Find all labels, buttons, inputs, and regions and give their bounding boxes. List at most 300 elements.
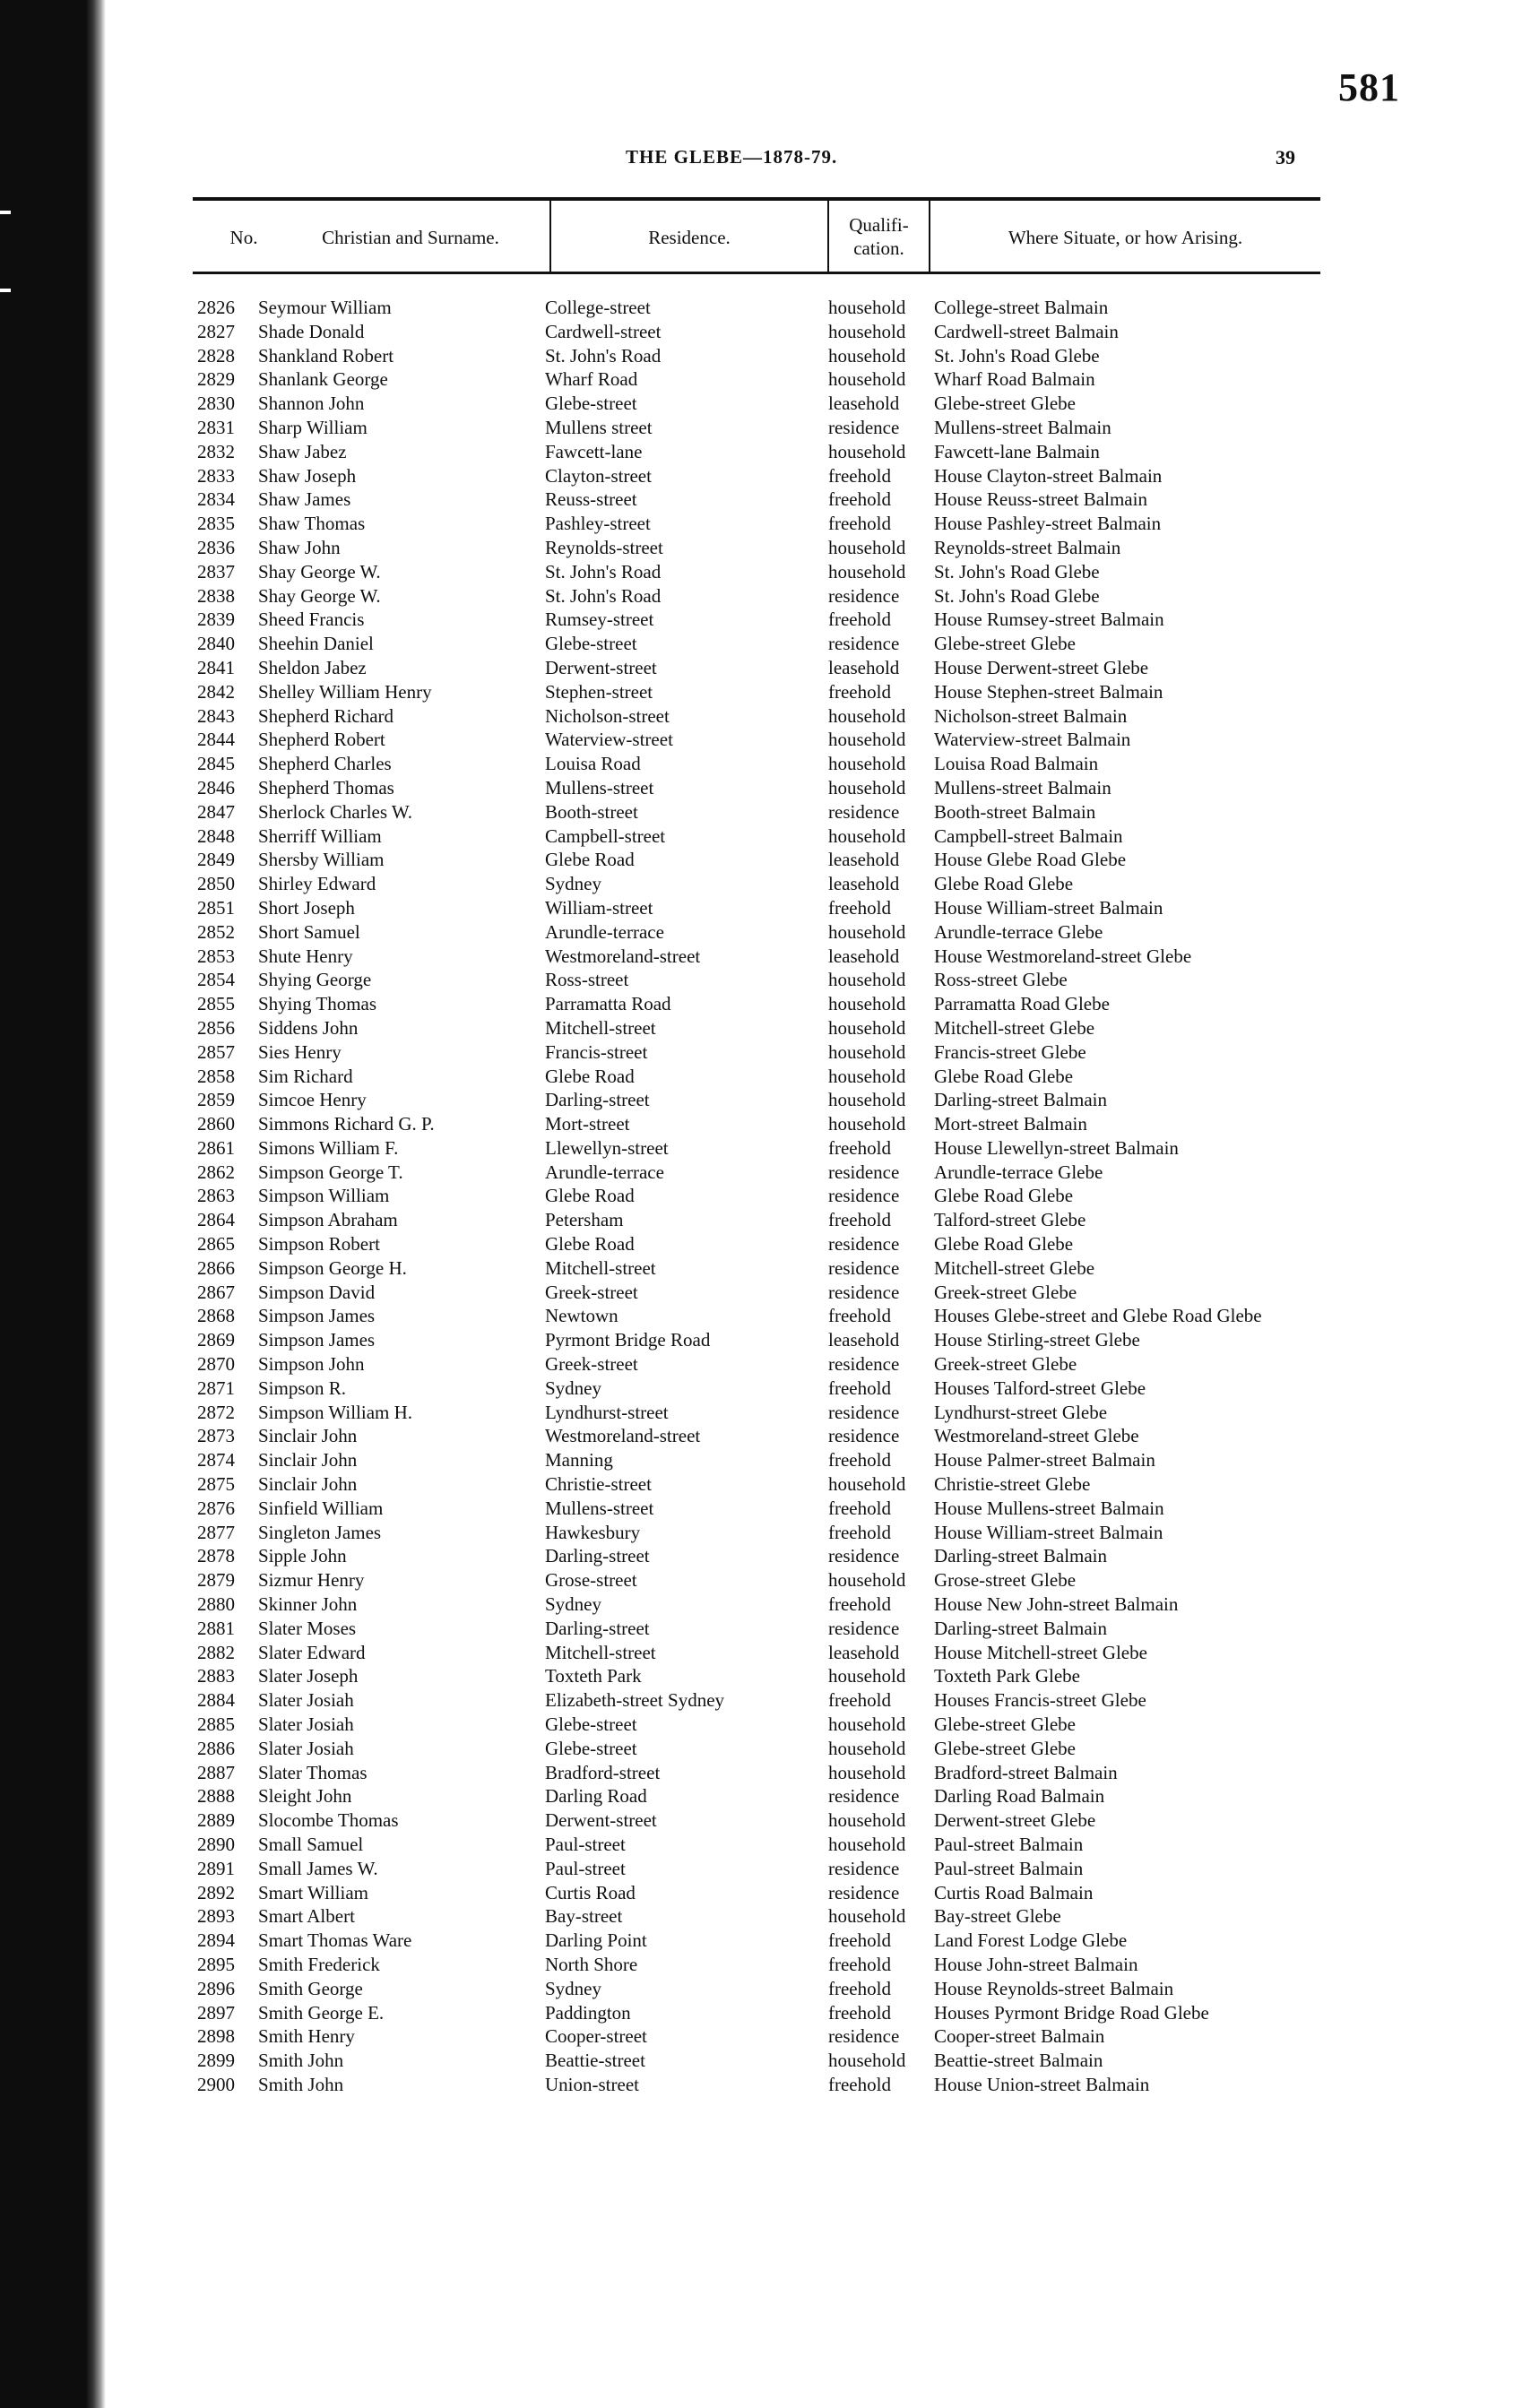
entry-name: Shirley Edward	[258, 873, 376, 895]
running-title: THE GLEBE—1878-79.	[626, 146, 838, 168]
table-row	[106, 1497, 1531, 1521]
entry-residence: Grose-street	[545, 1569, 637, 1592]
entry-qualification: household	[828, 368, 906, 391]
entry-qualification: household	[828, 993, 906, 1015]
entry-qualification: freehold	[828, 1593, 891, 1616]
entry-number: 2847	[197, 800, 235, 823]
entry-where-situate: Paul-street Balmain	[934, 1857, 1084, 1879]
entry-number: 2855	[197, 993, 235, 1015]
entry-number: 2857	[197, 1040, 235, 1063]
table-row	[106, 824, 1531, 849]
entry-where-situate: House Mitchell-street Glebe	[934, 1641, 1147, 1663]
entry-where-situate: Glebe Road Glebe	[934, 1185, 1074, 1207]
entry-residence: Sydney	[545, 873, 601, 895]
entry-qualification: freehold	[828, 1977, 891, 1999]
entry-residence: Mullens-street	[545, 1497, 654, 1519]
entry-qualification: household	[828, 1113, 906, 1135]
table-row	[106, 1761, 1531, 1785]
entry-where-situate: Glebe Road Glebe	[934, 1065, 1074, 1087]
entry-number: 2897	[197, 2001, 235, 2024]
table-row	[106, 1929, 1531, 1953]
entry-residence: Mort-street	[545, 1113, 630, 1135]
entry-name: Smith John	[258, 2073, 344, 2095]
entry-where-situate: Houses Glebe-street and Glebe Road Glebe	[934, 1305, 1262, 1327]
entry-number: 2886	[197, 1737, 235, 1759]
entry-number: 2835	[197, 513, 235, 535]
table-row	[106, 1544, 1531, 1568]
entry-number: 2872	[197, 1401, 235, 1423]
entry-where-situate: Houses Talford-street Glebe	[934, 1377, 1146, 1399]
entry-where-situate: House Clayton-street Balmain	[934, 464, 1163, 487]
entry-residence: Arundle-terrace	[545, 1161, 664, 1183]
entry-name: Shaw Joseph	[258, 464, 357, 487]
entry-where-situate: Glebe-street Glebe	[934, 1713, 1077, 1736]
entry-residence: Glebe Road	[545, 849, 635, 871]
entry-residence: Paul-street	[545, 1857, 626, 1879]
entry-residence: Mullens-street	[545, 776, 654, 798]
entry-name: Simpson William	[258, 1185, 390, 1207]
entry-where-situate: Talford-street Glebe	[934, 1209, 1086, 1231]
entry-where-situate: Greek-street Glebe	[934, 1281, 1077, 1303]
entry-qualification: household	[828, 1040, 906, 1063]
entry-name: Shepherd Robert	[258, 729, 385, 751]
table-row	[106, 1784, 1531, 1808]
entry-where-situate: Louisa Road Balmain	[934, 753, 1099, 775]
table-row	[106, 945, 1531, 969]
table-row	[106, 1808, 1531, 1833]
entry-residence: Darling-street	[545, 1089, 650, 1111]
entry-name: Sipple John	[258, 1545, 347, 1567]
entry-name: Simpson George H.	[258, 1256, 407, 1279]
table-row	[106, 1352, 1531, 1377]
entry-residence: Parramatta Road	[545, 993, 671, 1015]
edge-mark	[0, 289, 11, 292]
entry-name: Sies Henry	[258, 1040, 342, 1063]
entry-residence: Darling-street	[545, 1617, 650, 1639]
header-top-rule	[193, 197, 1320, 201]
entry-residence: Sydney	[545, 1977, 601, 1999]
entry-where-situate: Arundle-terrace Glebe	[934, 1161, 1103, 1183]
entry-residence: St. John's Road	[545, 344, 662, 367]
entry-qualification: residence	[828, 1785, 900, 1808]
entry-name: Slater Josiah	[258, 1737, 354, 1759]
entry-where-situate: Cooper-street Balmain	[934, 2025, 1105, 2048]
entry-residence: Cardwell-street	[545, 320, 662, 342]
entry-number: 2873	[197, 1425, 235, 1447]
entry-residence: Rumsey-street	[545, 608, 654, 631]
entry-where-situate: House Stephen-street Balmain	[934, 680, 1163, 703]
entry-qualification: residence	[828, 1425, 900, 1447]
entry-residence: Derwent-street	[545, 1809, 657, 1832]
entry-qualification: household	[828, 969, 906, 991]
entry-where-situate: St. John's Road Glebe	[934, 584, 1100, 607]
entry-name: Shade Donald	[258, 320, 365, 342]
entry-qualification: freehold	[828, 1136, 891, 1159]
entry-number: 2895	[197, 1953, 235, 1975]
entry-qualification: household	[828, 920, 906, 943]
header-bottom-rule	[193, 272, 1320, 274]
entry-qualification: freehold	[828, 464, 891, 487]
entry-qualification: freehold	[828, 2001, 891, 2024]
entry-qualification: household	[828, 1665, 906, 1687]
table-row	[106, 848, 1531, 872]
entry-qualification: household	[828, 560, 906, 583]
entry-residence: Booth-street	[545, 800, 638, 823]
entry-number: 2836	[197, 536, 235, 558]
entry-where-situate: Cardwell-street Balmain	[934, 320, 1119, 342]
entry-name: Small Samuel	[258, 1834, 364, 1855]
entry-qualification: household	[828, 824, 906, 847]
entry-number: 2898	[197, 2025, 235, 2048]
column-header-no: No.	[229, 227, 258, 248]
entry-where-situate: Waterview-street Balmain	[934, 729, 1131, 751]
entry-residence: St. John's Road	[545, 560, 662, 583]
table-row	[106, 416, 1531, 440]
entry-qualification: household	[828, 753, 906, 775]
entry-where-situate: House Pashley-street Balmain	[934, 513, 1162, 535]
entry-number: 2827	[197, 320, 235, 342]
table-row	[106, 1401, 1531, 1425]
table-row	[106, 992, 1531, 1016]
entry-residence: William-street	[545, 896, 653, 919]
table-row	[106, 2024, 1531, 2049]
entry-name: Shepherd Charles	[258, 753, 392, 775]
entry-name: Shankland Robert	[258, 344, 394, 367]
entry-name: Smith George E.	[258, 2001, 385, 2024]
entry-residence: Hawkesbury	[545, 1521, 641, 1543]
entry-residence: St. John's Road	[545, 584, 662, 607]
entry-where-situate: Land Forest Lodge Glebe	[934, 1929, 1128, 1952]
entry-number: 2880	[197, 1593, 235, 1616]
entry-qualification: household	[828, 704, 906, 727]
entry-where-situate: Glebe Road Glebe	[934, 873, 1074, 895]
entry-where-situate: Francis-street Glebe	[934, 1040, 1086, 1063]
entry-name: Sherlock Charles W.	[258, 800, 413, 823]
entry-where-situate: Mitchell-street Glebe	[934, 1256, 1095, 1279]
table-row	[106, 560, 1531, 584]
entry-where-situate: College-street Balmain	[934, 297, 1109, 318]
entry-number: 2833	[197, 464, 235, 487]
table-row	[106, 1016, 1531, 1040]
entry-qualification: household	[828, 1016, 906, 1039]
entry-number: 2829	[197, 368, 235, 391]
table-row	[106, 344, 1531, 368]
entry-number: 2841	[197, 656, 235, 678]
entry-where-situate: Nicholson-street Balmain	[934, 704, 1128, 727]
entry-where-situate: Darling-street Balmain	[934, 1617, 1108, 1639]
table-row	[106, 1472, 1531, 1497]
entry-where-situate: House Rumsey-street Balmain	[934, 608, 1164, 631]
entry-name: Slater Moses	[258, 1617, 357, 1639]
entry-where-situate: St. John's Road Glebe	[934, 344, 1100, 367]
table-row	[106, 1424, 1531, 1448]
entry-residence: Sydney	[545, 1377, 601, 1399]
entry-residence: Darling-street	[545, 1545, 650, 1567]
entry-qualification: household	[828, 297, 906, 318]
entry-number: 2849	[197, 849, 235, 871]
entry-name: Simpson James	[258, 1305, 376, 1327]
entry-name: Shersby William	[258, 849, 385, 871]
entry-number: 2861	[197, 1136, 235, 1159]
entry-number: 2837	[197, 560, 235, 583]
entry-where-situate: Grose-street Glebe	[934, 1569, 1077, 1592]
entry-number: 2845	[197, 753, 235, 775]
entry-qualification: freehold	[828, 680, 891, 703]
table-row	[106, 800, 1531, 824]
entry-number: 2883	[197, 1665, 235, 1687]
entry-where-situate: Parramatta Road Glebe	[934, 993, 1110, 1015]
page-number: 39	[1276, 146, 1295, 168]
entry-qualification: freehold	[828, 1209, 891, 1231]
entry-number: 2885	[197, 1713, 235, 1736]
entry-name: Simons William F.	[258, 1136, 399, 1159]
table-row	[106, 392, 1531, 416]
table-row	[106, 320, 1531, 344]
entry-name: Sharp William	[258, 416, 368, 438]
entry-where-situate: Toxteth Park Glebe	[934, 1665, 1080, 1687]
entry-name: Simpson Robert	[258, 1233, 380, 1256]
entry-qualification: freehold	[828, 1449, 891, 1472]
table-row	[106, 1833, 1531, 1857]
entry-qualification: freehold	[828, 1305, 891, 1327]
entry-where-situate: Paul-street Balmain	[934, 1834, 1084, 1855]
entry-residence: Pashley-street	[545, 513, 651, 535]
table-row	[106, 1281, 1531, 1305]
entry-qualification: residence	[828, 633, 900, 655]
entry-number: 2832	[197, 440, 235, 462]
table-row	[106, 920, 1531, 945]
entry-residence: Glebe Road	[545, 1065, 635, 1087]
entry-residence: Mitchell-street	[545, 1256, 656, 1279]
entry-name: Smart Albert	[258, 1905, 355, 1928]
entry-qualification: leasehold	[828, 945, 900, 967]
entry-name: Simpson George T.	[258, 1161, 403, 1183]
entry-where-situate: Mullens-street Balmain	[934, 776, 1111, 798]
entry-number: 2850	[197, 873, 235, 895]
table-row	[106, 1592, 1531, 1617]
entry-residence: Curtis Road	[545, 1881, 636, 1903]
entry-name: Sizmur Henry	[258, 1569, 365, 1592]
entry-name: Sherriff William	[258, 824, 382, 847]
table-row	[106, 1232, 1531, 1256]
entry-residence: Campbell-street	[545, 824, 666, 847]
entry-qualification: household	[828, 1065, 906, 1087]
entry-qualification: household	[828, 1569, 906, 1592]
entry-residence: Glebe-street	[545, 1713, 637, 1736]
entry-residence: Darling Point	[545, 1929, 647, 1952]
entry-number: 2899	[197, 2050, 235, 2072]
entry-qualification: leasehold	[828, 873, 900, 895]
table-row	[106, 1304, 1531, 1328]
entry-where-situate: House Palmer-street Balmain	[934, 1449, 1155, 1472]
entry-residence: Glebe-street	[545, 393, 637, 415]
table-row	[106, 296, 1531, 320]
entry-residence: Manning	[545, 1449, 613, 1472]
entry-qualification: residence	[828, 1233, 900, 1256]
entry-name: Shepherd Richard	[258, 704, 394, 727]
entry-name: Shanlank George	[258, 368, 388, 391]
entry-name: Slater Joseph	[258, 1665, 359, 1687]
entry-number: 2838	[197, 584, 235, 607]
table-row	[106, 1161, 1531, 1185]
entry-where-situate: Houses Francis-street Glebe	[934, 1689, 1146, 1712]
entry-residence: Mitchell-street	[545, 1016, 656, 1039]
entry-qualification: household	[828, 1761, 906, 1783]
entry-number: 2868	[197, 1305, 235, 1327]
entry-residence: Mitchell-street	[545, 1641, 656, 1663]
entry-where-situate: Campbell-street Balmain	[934, 824, 1123, 847]
entry-name: Simcoe Henry	[258, 1089, 367, 1111]
entry-where-situate: House New John-street Balmain	[934, 1593, 1179, 1616]
entry-number: 2856	[197, 1016, 235, 1039]
table-row	[106, 584, 1531, 608]
entry-number: 2852	[197, 920, 235, 943]
entry-residence: Glebe-street	[545, 1737, 637, 1759]
entry-name: Simpson James	[258, 1329, 376, 1351]
entry-number: 2859	[197, 1089, 235, 1111]
entry-residence: Petersham	[545, 1209, 624, 1231]
entry-where-situate: Glebe Road Glebe	[934, 1233, 1074, 1256]
table-row	[106, 968, 1531, 992]
entry-qualification: household	[828, 1713, 906, 1736]
entry-name: Slater Josiah	[258, 1689, 354, 1712]
entry-residence: Louisa Road	[545, 753, 641, 775]
entry-name: Short Joseph	[258, 896, 355, 919]
entry-qualification: freehold	[828, 1689, 891, 1712]
table-row	[106, 464, 1531, 488]
entry-name: Smith Henry	[258, 2025, 355, 2048]
entry-residence: Glebe Road	[545, 1233, 635, 1256]
entry-where-situate: Bradford-street Balmain	[934, 1761, 1118, 1783]
table-row	[106, 1112, 1531, 1136]
entry-name: Simpson R.	[258, 1377, 347, 1399]
entry-name: Seymour William	[258, 297, 392, 318]
entry-where-situate: Wharf Road Balmain	[934, 368, 1095, 391]
table-row	[106, 1664, 1531, 1688]
entry-residence: Newtown	[545, 1305, 618, 1327]
entry-residence: Reynolds-street	[545, 536, 663, 558]
entry-number: 2863	[197, 1185, 235, 1207]
entry-where-situate: Glebe-street Glebe	[934, 633, 1077, 655]
entry-number: 2846	[197, 776, 235, 798]
entry-qualification: freehold	[828, 513, 891, 535]
entry-number: 2877	[197, 1521, 235, 1543]
entry-qualification: household	[828, 1473, 906, 1496]
entry-where-situate: House Westmoreland-street Glebe	[934, 945, 1192, 967]
entry-qualification: residence	[828, 1545, 900, 1567]
entry-where-situate: Houses Pyrmont Bridge Road Glebe	[934, 2001, 1209, 2024]
table-row	[106, 440, 1531, 464]
entry-name: Shay George W.	[258, 560, 381, 583]
entry-where-situate: Christie-street Glebe	[934, 1473, 1091, 1496]
table-row	[106, 1568, 1531, 1592]
entry-where-situate: Mitchell-street Glebe	[934, 1016, 1095, 1039]
entry-name: Slater Thomas	[258, 1761, 368, 1783]
entry-number: 2840	[197, 633, 235, 655]
entry-qualification: household	[828, 1834, 906, 1855]
table-row	[106, 776, 1531, 800]
entry-name: Sinclair John	[258, 1425, 358, 1447]
entry-residence: Westmoreland-street	[545, 945, 701, 967]
entry-number: 2839	[197, 608, 235, 631]
entry-where-situate: Curtis Road Balmain	[934, 1881, 1094, 1903]
entry-where-situate: House John-street Balmain	[934, 1953, 1138, 1975]
entry-residence: Llewellyn-street	[545, 1136, 669, 1159]
table-row	[106, 1953, 1531, 1977]
entry-where-situate: Bay-street Glebe	[934, 1905, 1061, 1928]
book-binding-edge	[0, 0, 106, 2408]
table-row	[106, 1904, 1531, 1929]
entry-number: 2890	[197, 1834, 235, 1855]
entry-residence: Beattie-street	[545, 2050, 645, 2072]
entry-number: 2892	[197, 1881, 235, 1903]
entry-qualification: household	[828, 440, 906, 462]
entry-residence: Christie-street	[545, 1473, 652, 1496]
entry-name: Smith George	[258, 1977, 363, 1999]
entry-name: Sinclair John	[258, 1449, 358, 1472]
entry-number: 2842	[197, 680, 235, 703]
entry-qualification: leasehold	[828, 1329, 900, 1351]
entry-name: Shelley William Henry	[258, 680, 432, 703]
entry-where-situate: Reynolds-street Balmain	[934, 536, 1121, 558]
entry-residence: Toxteth Park	[545, 1665, 642, 1687]
entry-number: 2871	[197, 1377, 235, 1399]
entry-qualification: freehold	[828, 608, 891, 631]
entry-number: 2900	[197, 2073, 235, 2095]
entry-name: Short Samuel	[258, 920, 360, 943]
entry-number: 2874	[197, 1449, 235, 1472]
entry-qualification: residence	[828, 416, 900, 438]
entry-qualification: household	[828, 344, 906, 367]
entry-name: Sinfield William	[258, 1497, 384, 1519]
entry-qualification: residence	[828, 1281, 900, 1303]
table-row	[106, 1256, 1531, 1281]
table-row	[106, 680, 1531, 704]
table-row	[106, 632, 1531, 656]
entry-number: 2844	[197, 729, 235, 751]
table-row	[106, 704, 1531, 729]
entry-where-situate: House Stirling-street Glebe	[934, 1329, 1140, 1351]
entry-where-situate: Ross-street Glebe	[934, 969, 1068, 991]
entry-name: Sinclair John	[258, 1473, 358, 1496]
table-row	[106, 1377, 1531, 1401]
entry-name: Sheldon Jabez	[258, 656, 367, 678]
entry-qualification: freehold	[828, 2073, 891, 2095]
entry-name: Simpson William H.	[258, 1401, 413, 1423]
entry-qualification: freehold	[828, 488, 891, 511]
entry-name: Sleight John	[258, 1785, 352, 1808]
entry-qualification: leasehold	[828, 1641, 900, 1663]
entry-number: 2893	[197, 1905, 235, 1928]
entry-residence: Fawcett-lane	[545, 440, 643, 462]
entry-residence: Bay-street	[545, 1905, 623, 1928]
entry-qualification: household	[828, 320, 906, 342]
entry-qualification: freehold	[828, 1377, 891, 1399]
entry-name: Sheed Francis	[258, 608, 365, 631]
table-row	[106, 1448, 1531, 1472]
entry-number: 2866	[197, 1256, 235, 1279]
entry-qualification: freehold	[828, 1521, 891, 1543]
entry-number: 2843	[197, 704, 235, 727]
entry-number: 2870	[197, 1353, 235, 1376]
table-row	[106, 536, 1531, 560]
entry-number: 2884	[197, 1689, 235, 1712]
table-row	[106, 608, 1531, 632]
entry-name: Sim Richard	[258, 1065, 353, 1087]
entry-where-situate: Lyndhurst-street Glebe	[934, 1401, 1108, 1423]
entry-residence: Westmoreland-street	[545, 1425, 701, 1447]
entry-number: 2869	[197, 1329, 235, 1351]
